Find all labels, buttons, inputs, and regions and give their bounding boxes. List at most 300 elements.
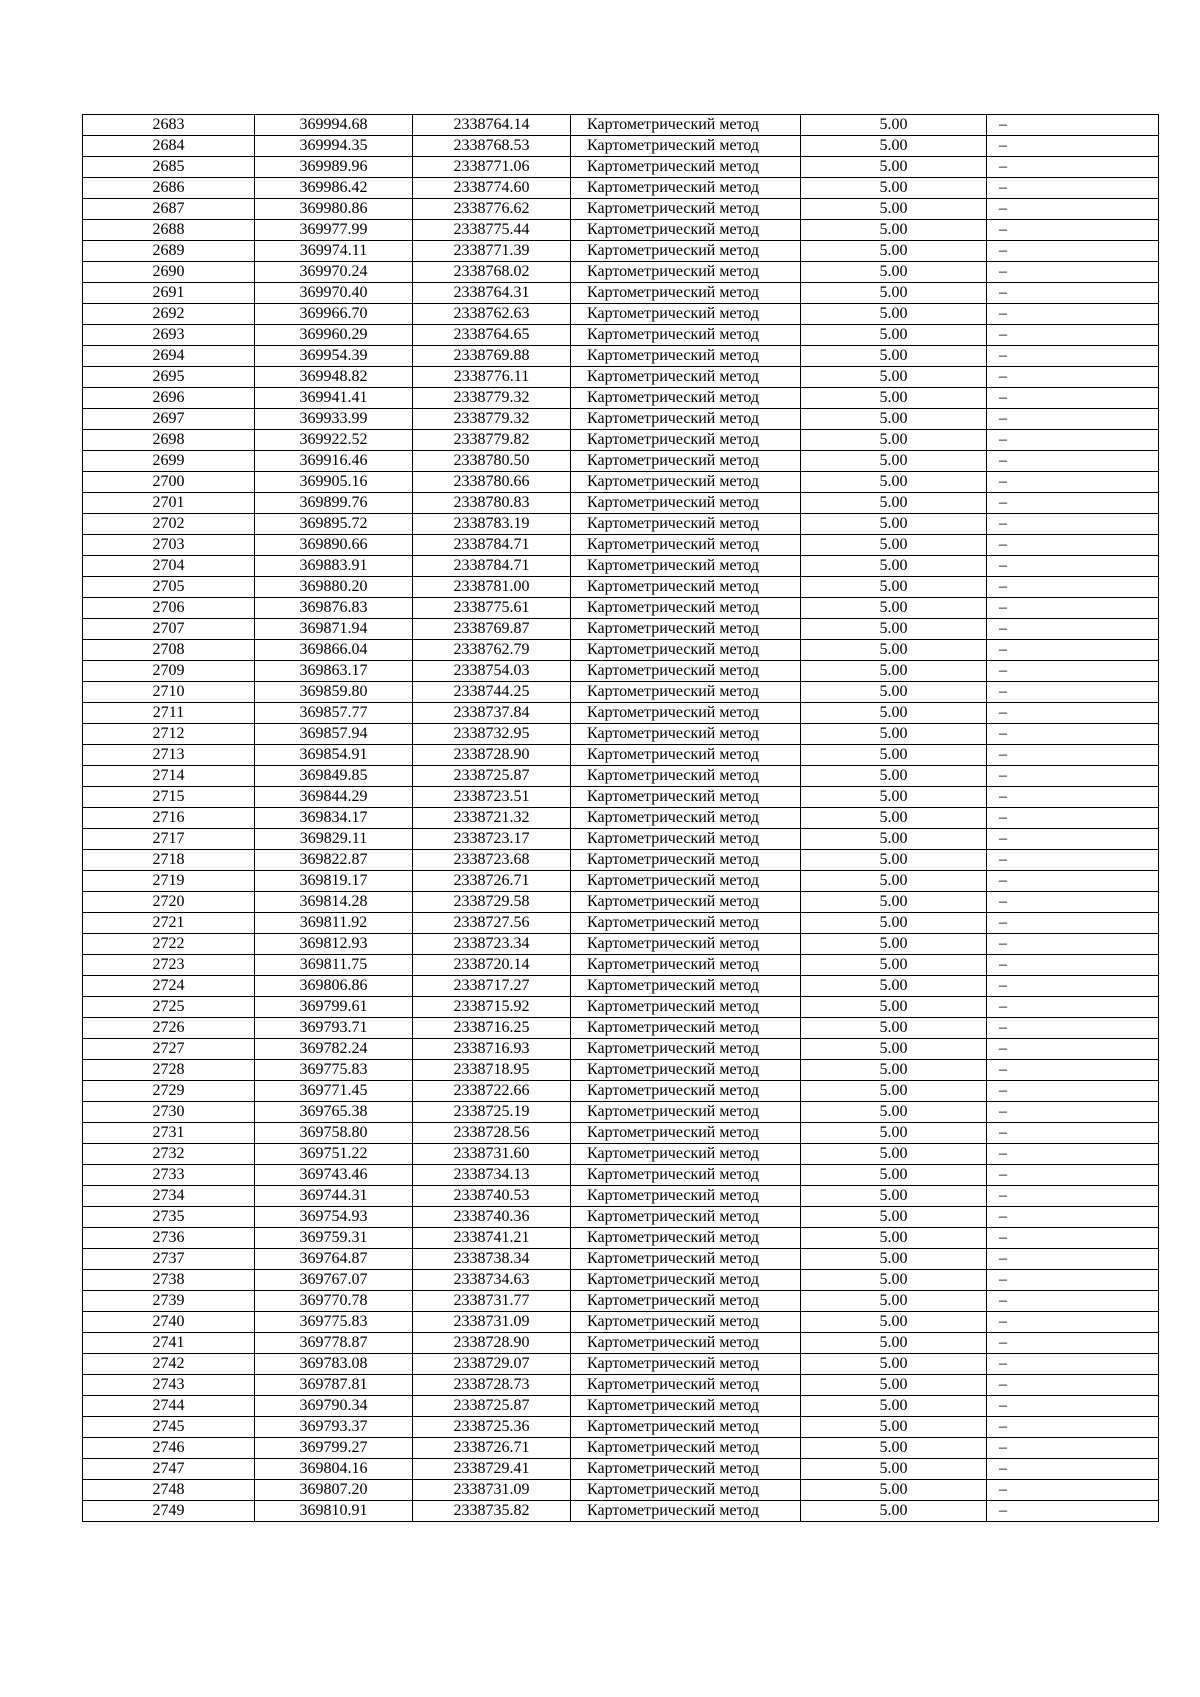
table-row (83, 766, 1159, 787)
accuracy-cell: 5.00 (801, 556, 987, 577)
note-cell: – (987, 157, 1159, 178)
table-row (83, 745, 1159, 766)
note-cell: – (987, 661, 1159, 682)
table-row (83, 640, 1159, 661)
x-coordinate-cell: 369793.37 (255, 1417, 413, 1438)
method-cell: Картометрический метод (571, 1207, 801, 1228)
method-cell: Картометрический метод (571, 220, 801, 241)
note-cell: – (987, 997, 1159, 1018)
x-coordinate-cell: 369986.42 (255, 178, 413, 199)
y-coordinate-cell: 2338734.13 (413, 1165, 571, 1186)
note-cell: – (987, 220, 1159, 241)
table-row (83, 829, 1159, 850)
y-coordinate-cell: 2338723.51 (413, 787, 571, 808)
x-coordinate-cell: 369857.94 (255, 724, 413, 745)
table-row (83, 1375, 1159, 1396)
x-coordinate-cell: 369811.92 (255, 913, 413, 934)
note-cell: – (987, 451, 1159, 472)
accuracy-cell: 5.00 (801, 1207, 987, 1228)
accuracy-cell: 5.00 (801, 283, 987, 304)
method-cell: Картометрический метод (571, 157, 801, 178)
point-number-cell: 2721 (83, 913, 255, 934)
note-cell: – (987, 1228, 1159, 1249)
accuracy-cell: 5.00 (801, 1186, 987, 1207)
accuracy-cell: 5.00 (801, 1039, 987, 1060)
table-row (83, 136, 1159, 157)
table-row (83, 1102, 1159, 1123)
y-coordinate-cell: 2338754.03 (413, 661, 571, 682)
y-coordinate-cell: 2338728.90 (413, 1333, 571, 1354)
note-cell: – (987, 535, 1159, 556)
accuracy-cell: 5.00 (801, 577, 987, 598)
y-coordinate-cell: 2338768.53 (413, 136, 571, 157)
x-coordinate-cell: 369793.71 (255, 1018, 413, 1039)
method-cell: Картометрический метод (571, 409, 801, 430)
accuracy-cell: 5.00 (801, 787, 987, 808)
table-row (83, 1165, 1159, 1186)
x-coordinate-cell: 369814.28 (255, 892, 413, 913)
note-cell: – (987, 1396, 1159, 1417)
method-cell: Картометрический метод (571, 1417, 801, 1438)
method-cell: Картометрический метод (571, 997, 801, 1018)
y-coordinate-cell: 2338780.66 (413, 472, 571, 493)
y-coordinate-cell: 2338780.50 (413, 451, 571, 472)
note-cell: – (987, 1291, 1159, 1312)
y-coordinate-cell: 2338720.14 (413, 955, 571, 976)
y-coordinate-cell: 2338784.71 (413, 535, 571, 556)
table-row (83, 1249, 1159, 1270)
point-number-cell: 2742 (83, 1354, 255, 1375)
table-row (83, 535, 1159, 556)
table-row (83, 955, 1159, 976)
point-number-cell: 2720 (83, 892, 255, 913)
x-coordinate-cell: 369804.16 (255, 1459, 413, 1480)
table-body (83, 115, 1159, 1522)
point-number-cell: 2686 (83, 178, 255, 199)
accuracy-cell: 5.00 (801, 1081, 987, 1102)
method-cell: Картометрический метод (571, 1144, 801, 1165)
x-coordinate-cell: 369994.35 (255, 136, 413, 157)
method-cell: Картометрический метод (571, 913, 801, 934)
table-row (83, 1228, 1159, 1249)
y-coordinate-cell: 2338771.39 (413, 241, 571, 262)
table-row (83, 556, 1159, 577)
x-coordinate-cell: 369810.91 (255, 1501, 413, 1522)
note-cell: – (987, 682, 1159, 703)
point-number-cell: 2696 (83, 388, 255, 409)
x-coordinate-cell: 369799.61 (255, 997, 413, 1018)
method-cell: Картометрический метод (571, 871, 801, 892)
point-number-cell: 2726 (83, 1018, 255, 1039)
method-cell: Картометрический метод (571, 1270, 801, 1291)
note-cell: – (987, 703, 1159, 724)
y-coordinate-cell: 2338737.84 (413, 703, 571, 724)
x-coordinate-cell: 369880.20 (255, 577, 413, 598)
point-number-cell: 2703 (83, 535, 255, 556)
x-coordinate-cell: 369834.17 (255, 808, 413, 829)
point-number-cell: 2747 (83, 1459, 255, 1480)
table-row (83, 199, 1159, 220)
method-cell: Картометрический метод (571, 1249, 801, 1270)
x-coordinate-cell: 369890.66 (255, 535, 413, 556)
note-cell: – (987, 850, 1159, 871)
y-coordinate-cell: 2338774.60 (413, 178, 571, 199)
accuracy-cell: 5.00 (801, 808, 987, 829)
point-number-cell: 2745 (83, 1417, 255, 1438)
method-cell: Картометрический метод (571, 262, 801, 283)
table-row (83, 430, 1159, 451)
x-coordinate-cell: 369806.86 (255, 976, 413, 997)
method-cell: Картометрический метод (571, 934, 801, 955)
method-cell: Картометрический метод (571, 430, 801, 451)
accuracy-cell: 5.00 (801, 1480, 987, 1501)
method-cell: Картометрический метод (571, 661, 801, 682)
accuracy-cell: 5.00 (801, 1102, 987, 1123)
y-coordinate-cell: 2338717.27 (413, 976, 571, 997)
accuracy-cell: 5.00 (801, 934, 987, 955)
y-coordinate-cell: 2338775.44 (413, 220, 571, 241)
y-coordinate-cell: 2338728.73 (413, 1375, 571, 1396)
note-cell: – (987, 1186, 1159, 1207)
table-row (83, 283, 1159, 304)
note-cell: – (987, 724, 1159, 745)
note-cell: – (987, 115, 1159, 136)
method-cell: Картометрический метод (571, 598, 801, 619)
table-row (83, 304, 1159, 325)
point-number-cell: 2684 (83, 136, 255, 157)
method-cell: Картометрический метод (571, 1459, 801, 1480)
x-coordinate-cell: 369974.11 (255, 241, 413, 262)
method-cell: Картометрический метод (571, 1501, 801, 1522)
y-coordinate-cell: 2338723.17 (413, 829, 571, 850)
table-row (83, 325, 1159, 346)
y-coordinate-cell: 2338764.31 (413, 283, 571, 304)
method-cell: Картометрический метод (571, 283, 801, 304)
point-number-cell: 2698 (83, 430, 255, 451)
point-number-cell: 2715 (83, 787, 255, 808)
accuracy-cell: 5.00 (801, 1375, 987, 1396)
accuracy-cell: 5.00 (801, 535, 987, 556)
accuracy-cell: 5.00 (801, 892, 987, 913)
note-cell: – (987, 1060, 1159, 1081)
method-cell: Картометрический метод (571, 976, 801, 997)
note-cell: – (987, 241, 1159, 262)
accuracy-cell: 5.00 (801, 514, 987, 535)
method-cell: Картометрический метод (571, 766, 801, 787)
x-coordinate-cell: 369759.31 (255, 1228, 413, 1249)
x-coordinate-cell: 369977.99 (255, 220, 413, 241)
y-coordinate-cell: 2338731.09 (413, 1312, 571, 1333)
table-row (83, 1039, 1159, 1060)
x-coordinate-cell: 369844.29 (255, 787, 413, 808)
table-row (83, 682, 1159, 703)
accuracy-cell: 5.00 (801, 1354, 987, 1375)
method-cell: Картометрический метод (571, 682, 801, 703)
point-number-cell: 2690 (83, 262, 255, 283)
point-number-cell: 2740 (83, 1312, 255, 1333)
method-cell: Картометрический метод (571, 808, 801, 829)
note-cell: – (987, 577, 1159, 598)
x-coordinate-cell: 369783.08 (255, 1354, 413, 1375)
accuracy-cell: 5.00 (801, 1165, 987, 1186)
accuracy-cell: 5.00 (801, 598, 987, 619)
table-row (83, 577, 1159, 598)
note-cell: – (987, 262, 1159, 283)
y-coordinate-cell: 2338738.34 (413, 1249, 571, 1270)
y-coordinate-cell: 2338781.00 (413, 577, 571, 598)
table-row (83, 808, 1159, 829)
point-number-cell: 2744 (83, 1396, 255, 1417)
y-coordinate-cell: 2338723.34 (413, 934, 571, 955)
accuracy-cell: 5.00 (801, 115, 987, 136)
x-coordinate-cell: 369948.82 (255, 367, 413, 388)
x-coordinate-cell: 369744.31 (255, 1186, 413, 1207)
x-coordinate-cell: 369811.75 (255, 955, 413, 976)
accuracy-cell: 5.00 (801, 829, 987, 850)
accuracy-cell: 5.00 (801, 220, 987, 241)
method-cell: Картометрический метод (571, 745, 801, 766)
method-cell: Картометрический метод (571, 892, 801, 913)
x-coordinate-cell: 369933.99 (255, 409, 413, 430)
table-row (83, 661, 1159, 682)
x-coordinate-cell: 369883.91 (255, 556, 413, 577)
y-coordinate-cell: 2338779.82 (413, 430, 571, 451)
accuracy-cell: 5.00 (801, 850, 987, 871)
table-row (83, 1459, 1159, 1480)
coordinates-table (82, 114, 1159, 1522)
accuracy-cell: 5.00 (801, 304, 987, 325)
note-cell: – (987, 1165, 1159, 1186)
point-number-cell: 2688 (83, 220, 255, 241)
x-coordinate-cell: 369787.81 (255, 1375, 413, 1396)
x-coordinate-cell: 369916.46 (255, 451, 413, 472)
method-cell: Картометрический метод (571, 1333, 801, 1354)
table-row (83, 220, 1159, 241)
table-row (83, 619, 1159, 640)
y-coordinate-cell: 2338722.66 (413, 1081, 571, 1102)
point-number-cell: 2699 (83, 451, 255, 472)
method-cell: Картометрический метод (571, 850, 801, 871)
table-row (83, 1207, 1159, 1228)
x-coordinate-cell: 369905.16 (255, 472, 413, 493)
table-row (83, 703, 1159, 724)
point-number-cell: 2741 (83, 1333, 255, 1354)
x-coordinate-cell: 369767.07 (255, 1270, 413, 1291)
note-cell: – (987, 1459, 1159, 1480)
method-cell: Картометрический метод (571, 829, 801, 850)
x-coordinate-cell: 369980.86 (255, 199, 413, 220)
method-cell: Картометрический метод (571, 472, 801, 493)
method-cell: Картометрический метод (571, 346, 801, 367)
method-cell: Картометрический метод (571, 1102, 801, 1123)
y-coordinate-cell: 2338776.62 (413, 199, 571, 220)
accuracy-cell: 5.00 (801, 1270, 987, 1291)
y-coordinate-cell: 2338732.95 (413, 724, 571, 745)
method-cell: Картометрический метод (571, 1375, 801, 1396)
point-number-cell: 2683 (83, 115, 255, 136)
y-coordinate-cell: 2338768.02 (413, 262, 571, 283)
x-coordinate-cell: 369954.39 (255, 346, 413, 367)
point-number-cell: 2736 (83, 1228, 255, 1249)
table-row (83, 871, 1159, 892)
x-coordinate-cell: 369966.70 (255, 304, 413, 325)
x-coordinate-cell: 369970.24 (255, 262, 413, 283)
accuracy-cell: 5.00 (801, 871, 987, 892)
accuracy-cell: 5.00 (801, 619, 987, 640)
x-coordinate-cell: 369751.22 (255, 1144, 413, 1165)
note-cell: – (987, 619, 1159, 640)
table-row (83, 850, 1159, 871)
method-cell: Картометрический метод (571, 1165, 801, 1186)
note-cell: – (987, 1039, 1159, 1060)
y-coordinate-cell: 2338731.77 (413, 1291, 571, 1312)
table-row (83, 934, 1159, 955)
accuracy-cell: 5.00 (801, 1396, 987, 1417)
method-cell: Картометрический метод (571, 1438, 801, 1459)
point-number-cell: 2712 (83, 724, 255, 745)
x-coordinate-cell: 369770.78 (255, 1291, 413, 1312)
y-coordinate-cell: 2338731.60 (413, 1144, 571, 1165)
note-cell: – (987, 199, 1159, 220)
point-number-cell: 2701 (83, 493, 255, 514)
note-cell: – (987, 1018, 1159, 1039)
table-row (83, 514, 1159, 535)
y-coordinate-cell: 2338728.90 (413, 745, 571, 766)
method-cell: Картометрический метод (571, 1123, 801, 1144)
x-coordinate-cell: 369771.45 (255, 1081, 413, 1102)
table-row (83, 157, 1159, 178)
table-row (83, 115, 1159, 136)
method-cell: Картометрический метод (571, 1312, 801, 1333)
y-coordinate-cell: 2338775.61 (413, 598, 571, 619)
table-row (83, 724, 1159, 745)
note-cell: – (987, 1270, 1159, 1291)
accuracy-cell: 5.00 (801, 409, 987, 430)
accuracy-cell: 5.00 (801, 1291, 987, 1312)
note-cell: – (987, 1102, 1159, 1123)
accuracy-cell: 5.00 (801, 346, 987, 367)
y-coordinate-cell: 2338725.19 (413, 1102, 571, 1123)
point-number-cell: 2707 (83, 619, 255, 640)
table-row (83, 262, 1159, 283)
note-cell: – (987, 493, 1159, 514)
note-cell: – (987, 325, 1159, 346)
note-cell: – (987, 1438, 1159, 1459)
point-number-cell: 2711 (83, 703, 255, 724)
table-row (83, 1417, 1159, 1438)
x-coordinate-cell: 369743.46 (255, 1165, 413, 1186)
point-number-cell: 2706 (83, 598, 255, 619)
table-row (83, 241, 1159, 262)
method-cell: Картометрический метод (571, 1186, 801, 1207)
accuracy-cell: 5.00 (801, 1312, 987, 1333)
accuracy-cell: 5.00 (801, 745, 987, 766)
accuracy-cell: 5.00 (801, 241, 987, 262)
point-number-cell: 2724 (83, 976, 255, 997)
accuracy-cell: 5.00 (801, 661, 987, 682)
y-coordinate-cell: 2338740.53 (413, 1186, 571, 1207)
accuracy-cell: 5.00 (801, 1459, 987, 1480)
y-coordinate-cell: 2338727.56 (413, 913, 571, 934)
x-coordinate-cell: 369799.27 (255, 1438, 413, 1459)
table-row (83, 1060, 1159, 1081)
accuracy-cell: 5.00 (801, 997, 987, 1018)
y-coordinate-cell: 2338726.71 (413, 1438, 571, 1459)
y-coordinate-cell: 2338725.36 (413, 1417, 571, 1438)
x-coordinate-cell: 369989.96 (255, 157, 413, 178)
note-cell: – (987, 1354, 1159, 1375)
table-row (83, 1291, 1159, 1312)
note-cell: – (987, 178, 1159, 199)
point-number-cell: 2728 (83, 1060, 255, 1081)
point-number-cell: 2719 (83, 871, 255, 892)
x-coordinate-cell: 369782.24 (255, 1039, 413, 1060)
table-row (83, 388, 1159, 409)
y-coordinate-cell: 2338729.07 (413, 1354, 571, 1375)
y-coordinate-cell: 2338780.83 (413, 493, 571, 514)
note-cell: – (987, 640, 1159, 661)
x-coordinate-cell: 369922.52 (255, 430, 413, 451)
note-cell: – (987, 829, 1159, 850)
note-cell: – (987, 283, 1159, 304)
note-cell: – (987, 1375, 1159, 1396)
x-coordinate-cell: 369765.38 (255, 1102, 413, 1123)
y-coordinate-cell: 2338784.71 (413, 556, 571, 577)
accuracy-cell: 5.00 (801, 199, 987, 220)
method-cell: Картометрический метод (571, 787, 801, 808)
point-number-cell: 2735 (83, 1207, 255, 1228)
table-row (83, 598, 1159, 619)
point-number-cell: 2731 (83, 1123, 255, 1144)
accuracy-cell: 5.00 (801, 472, 987, 493)
y-coordinate-cell: 2338764.14 (413, 115, 571, 136)
y-coordinate-cell: 2338734.63 (413, 1270, 571, 1291)
y-coordinate-cell: 2338769.87 (413, 619, 571, 640)
x-coordinate-cell: 369866.04 (255, 640, 413, 661)
note-cell: – (987, 514, 1159, 535)
note-cell: – (987, 136, 1159, 157)
table-row (83, 1438, 1159, 1459)
x-coordinate-cell: 369790.34 (255, 1396, 413, 1417)
x-coordinate-cell: 369849.85 (255, 766, 413, 787)
note-cell: – (987, 1480, 1159, 1501)
point-number-cell: 2689 (83, 241, 255, 262)
note-cell: – (987, 1207, 1159, 1228)
point-number-cell: 2713 (83, 745, 255, 766)
x-coordinate-cell: 369871.94 (255, 619, 413, 640)
point-number-cell: 2727 (83, 1039, 255, 1060)
note-cell: – (987, 745, 1159, 766)
table-row (83, 451, 1159, 472)
point-number-cell: 2697 (83, 409, 255, 430)
y-coordinate-cell: 2338769.88 (413, 346, 571, 367)
y-coordinate-cell: 2338729.58 (413, 892, 571, 913)
x-coordinate-cell: 369859.80 (255, 682, 413, 703)
note-cell: – (987, 598, 1159, 619)
x-coordinate-cell: 369863.17 (255, 661, 413, 682)
method-cell: Картометрический метод (571, 1039, 801, 1060)
point-number-cell: 2748 (83, 1480, 255, 1501)
method-cell: Картометрический метод (571, 514, 801, 535)
accuracy-cell: 5.00 (801, 766, 987, 787)
method-cell: Картометрический метод (571, 325, 801, 346)
note-cell: – (987, 1312, 1159, 1333)
accuracy-cell: 5.00 (801, 913, 987, 934)
point-number-cell: 2691 (83, 283, 255, 304)
y-coordinate-cell: 2338762.63 (413, 304, 571, 325)
y-coordinate-cell: 2338741.21 (413, 1228, 571, 1249)
note-cell: – (987, 871, 1159, 892)
